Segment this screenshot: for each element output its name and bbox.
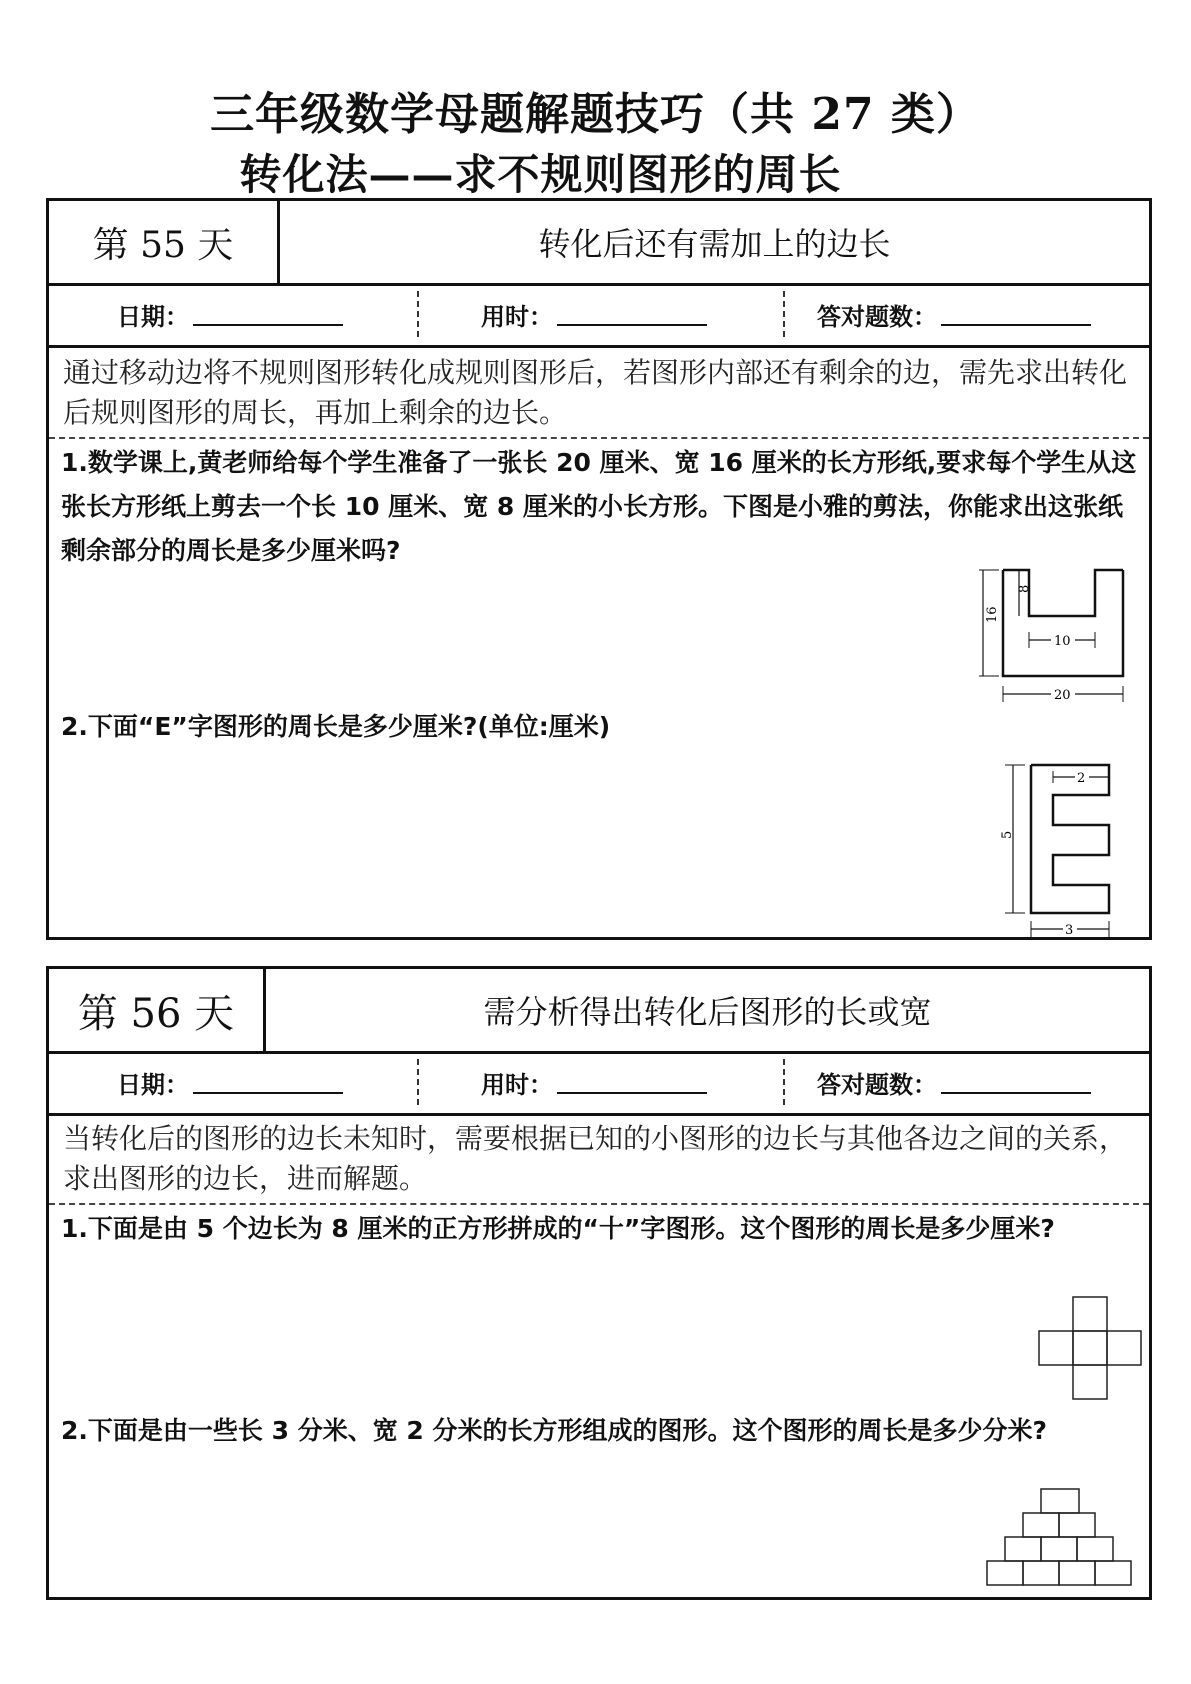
correct-blank[interactable]	[941, 1070, 1091, 1094]
brick	[1095, 1561, 1131, 1585]
brick	[1059, 1561, 1095, 1585]
dim-label-10: 10	[1054, 634, 1071, 649]
page-subtitle: 转化法——求不规则图形的周长	[239, 150, 842, 199]
divider	[783, 291, 785, 337]
time-label: 用时：	[481, 1070, 553, 1099]
divider	[49, 1203, 1149, 1205]
time-blank[interactable]	[557, 1070, 707, 1094]
day56-topic: 需分析得出转化后图形的长或宽	[483, 993, 932, 1031]
square	[1073, 1365, 1107, 1399]
day56-day-label: 第 56 天	[49, 969, 266, 1051]
square	[1039, 1331, 1073, 1365]
square	[1107, 1331, 1141, 1365]
divider	[783, 1059, 785, 1105]
correct-blank[interactable]	[941, 302, 1091, 326]
day55-day-label: 第 55 天	[49, 201, 280, 283]
dim-label-3: 3	[1065, 923, 1074, 938]
day55-topic: 转化后还有需加上的边长	[538, 225, 891, 263]
day56-card	[46, 966, 1152, 1600]
day56-figure-pyramid	[987, 1487, 1143, 1589]
day56-date-cell	[117, 1051, 343, 1113]
date-label: 日期：	[117, 302, 189, 331]
divider	[49, 437, 1149, 439]
day56-question-2: 2.下面是由一些长 3 分米、宽 2 分米的长方形组成的图形。这个图形的周长是多少分米?	[61, 1416, 1048, 1445]
day56-correct-cell	[817, 1051, 1091, 1113]
day55-question-1: 1.数学课上,黄老师给每个学生准备了一张长 20 厘米、宽 16 厘米的长方形纸,要求每个学生从这张长方形纸上剪去一个长 10 厘米、宽 8 厘米的小长方形。下图是小雅的剪法，你能求出这张纸剩余部分的周长是多少厘米吗?	[61, 448, 1137, 565]
day55-figure-1	[979, 566, 1119, 701]
day56-header	[49, 969, 1149, 1054]
divider	[417, 1059, 419, 1105]
day56-question-1: 1.下面是由 5 个边长为 8 厘米的正方形拼成的“十”字图形。这个图形的周长是多少厘米?	[61, 1214, 1055, 1243]
dim-label-16: 16	[985, 606, 1000, 623]
day55-meta-row	[49, 283, 1149, 348]
day55-time-cell	[481, 283, 707, 345]
dim-label-2: 2	[1077, 771, 1086, 786]
brick	[1041, 1537, 1077, 1561]
brick	[1023, 1561, 1059, 1585]
page-title: 三年级数学母题解题技巧（共 27 类）	[210, 89, 981, 140]
square	[1073, 1331, 1107, 1365]
figure-outline	[1031, 765, 1109, 913]
time-blank[interactable]	[557, 302, 707, 326]
day55-date-cell	[117, 283, 343, 345]
day55-card	[46, 198, 1152, 940]
dim-label-5: 5	[1000, 830, 1015, 839]
dim-label-8: 8	[1017, 584, 1032, 593]
correct-label: 答对题数：	[817, 1070, 937, 1099]
brick	[1059, 1513, 1095, 1537]
brick	[1041, 1489, 1079, 1513]
divider	[417, 291, 419, 337]
square	[1073, 1297, 1107, 1331]
brick	[1077, 1537, 1113, 1561]
day55-header	[49, 201, 1149, 286]
dim-label-20: 20	[1054, 688, 1071, 703]
date-label: 日期：	[117, 1070, 189, 1099]
date-blank[interactable]	[193, 1070, 343, 1094]
brick	[987, 1561, 1023, 1585]
day55-intro: 通过移动边将不规则图形转化成规则图形后，若图形内部还有剩余的边，需先求出转化后规则图形的周长，再加上剩余的边长。	[63, 356, 1128, 429]
date-blank[interactable]	[193, 302, 343, 326]
day56-figure-cross	[1039, 1295, 1143, 1399]
day56-intro: 当转化后的图形的边长未知时，需要根据已知的小图形的边长与其他各边之间的关系，求出图形的边长，进而解题。	[63, 1122, 1128, 1195]
day55-figure-2	[989, 761, 1129, 936]
correct-label: 答对题数：	[817, 302, 937, 331]
brick	[1023, 1513, 1059, 1537]
day55-question-2: 2.下面“E”字图形的周长是多少厘米?(单位:厘米)	[61, 712, 611, 741]
brick	[1005, 1537, 1041, 1561]
day56-meta-row	[49, 1051, 1149, 1116]
day56-time-cell	[481, 1051, 707, 1113]
day55-correct-cell	[817, 283, 1091, 345]
time-label: 用时：	[481, 302, 553, 331]
